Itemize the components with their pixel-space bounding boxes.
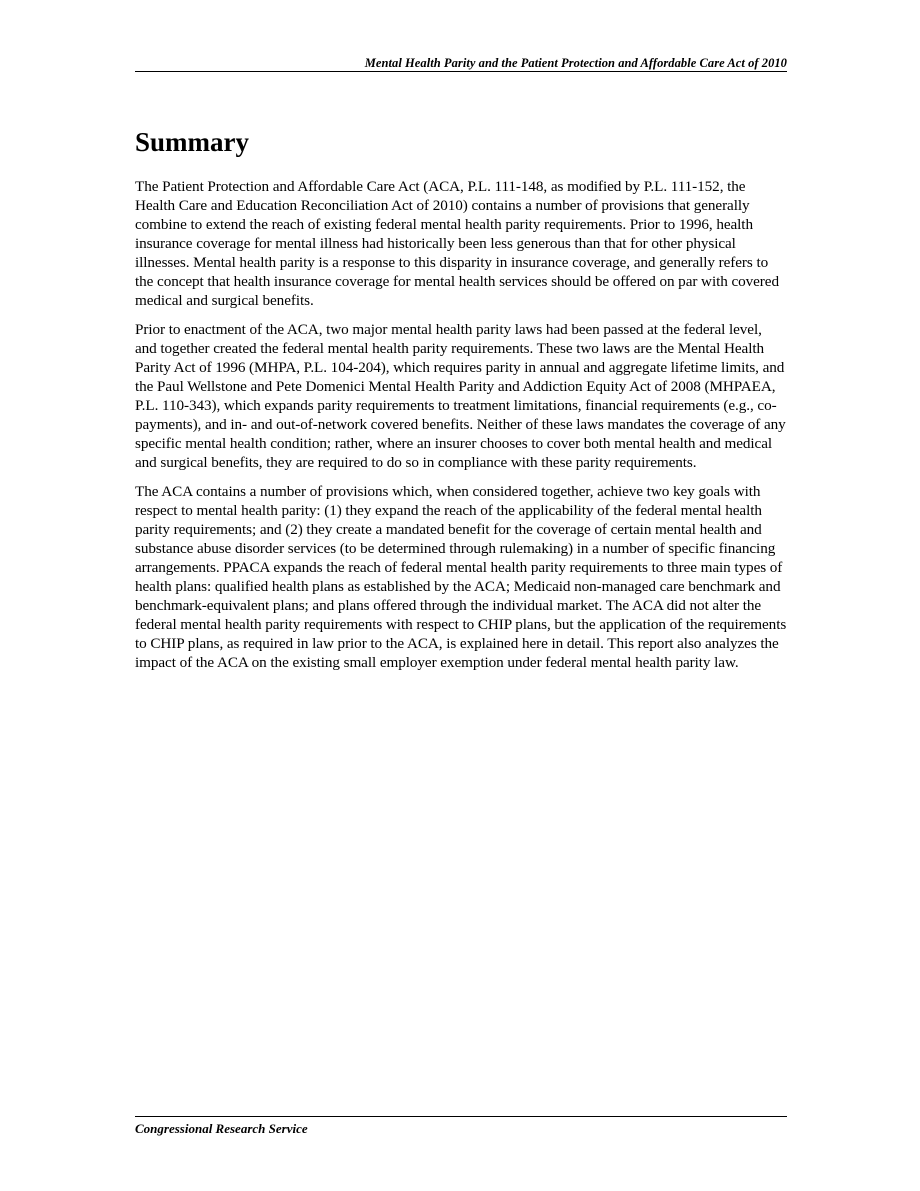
footer-divider [135, 1116, 787, 1117]
running-header: Mental Health Parity and the Patient Protection and Affordable Care Act of 2010 [364, 56, 787, 70]
summary-paragraph-2: Prior to enactment of the ACA, two major mental health parity laws had been passed at the federal level, and together created the federal mental health parity requirements. These two laws are the Mental Health Parity Act of 1996 (MHPA, P.L. 104-204), which requires parity in annual and aggregate lifetime limits, and the Paul Wellstone and Pete Domenici Mental Health Parity and Addiction Equity Act of 2008 (MHPAEA, P.L. 110-343), which expands parity requirements to treatment limitations, financial requirements (e.g., co-payments), and in- and out-of-network covered benefits. Neither of these laws mandates the coverage of any specific mental health condition; rather, where an insurer chooses to cover both mental health and medical and surgical benefits, they are required to do so in compliance with these parity requirements. [135, 321, 786, 471]
running-footer: Congressional Research Service [135, 1121, 308, 1136]
section-heading-summary: Summary [135, 127, 249, 157]
summary-paragraph-3: The ACA contains a number of provisions which, when considered together, achieve two key goals with respect to mental health parity: (1) they expand the reach of the applicability of the federal mental health parity requirements; and (2) they create a mandated benefit for the coverage of certain mental health and substance abuse disorder services (to be determined through rulemaking) in a number of specific financing arrangements. PPACA expands the reach of federal mental health parity requirements to three main types of health plans: qualified health plans as established by the ACA; Medicaid non-managed care benchmark and benchmark-equivalent plans; and plans offered through the individual market. The ACA did not alter the federal mental health parity requirements with respect to CHIP plans, but the application of the requirements to CHIP plans, as required in law prior to the ACA, is explained here in detail. This report also analyzes the impact of the ACA on the existing small employer exemption under federal mental health parity law. [135, 483, 787, 671]
header-divider [135, 71, 787, 72]
summary-body [135, 177, 787, 682]
summary-paragraph-1: The Patient Protection and Affordable Care Act (ACA, P.L. 111-148, as modified by P.L. 111-152, the Health Care and Education Reconciliation Act of 2010) contains a number of provisions that generally combine to extend the reach of existing federal mental health parity requirements. Prior to 1996, health insurance coverage for mental illness had historically been less generous than that for other physical illnesses. Mental health parity is a response to this disparity in insurance coverage, and generally refers to the concept that health insurance coverage for mental health services should be offered on par with covered medical and surgical benefits. [135, 178, 779, 309]
